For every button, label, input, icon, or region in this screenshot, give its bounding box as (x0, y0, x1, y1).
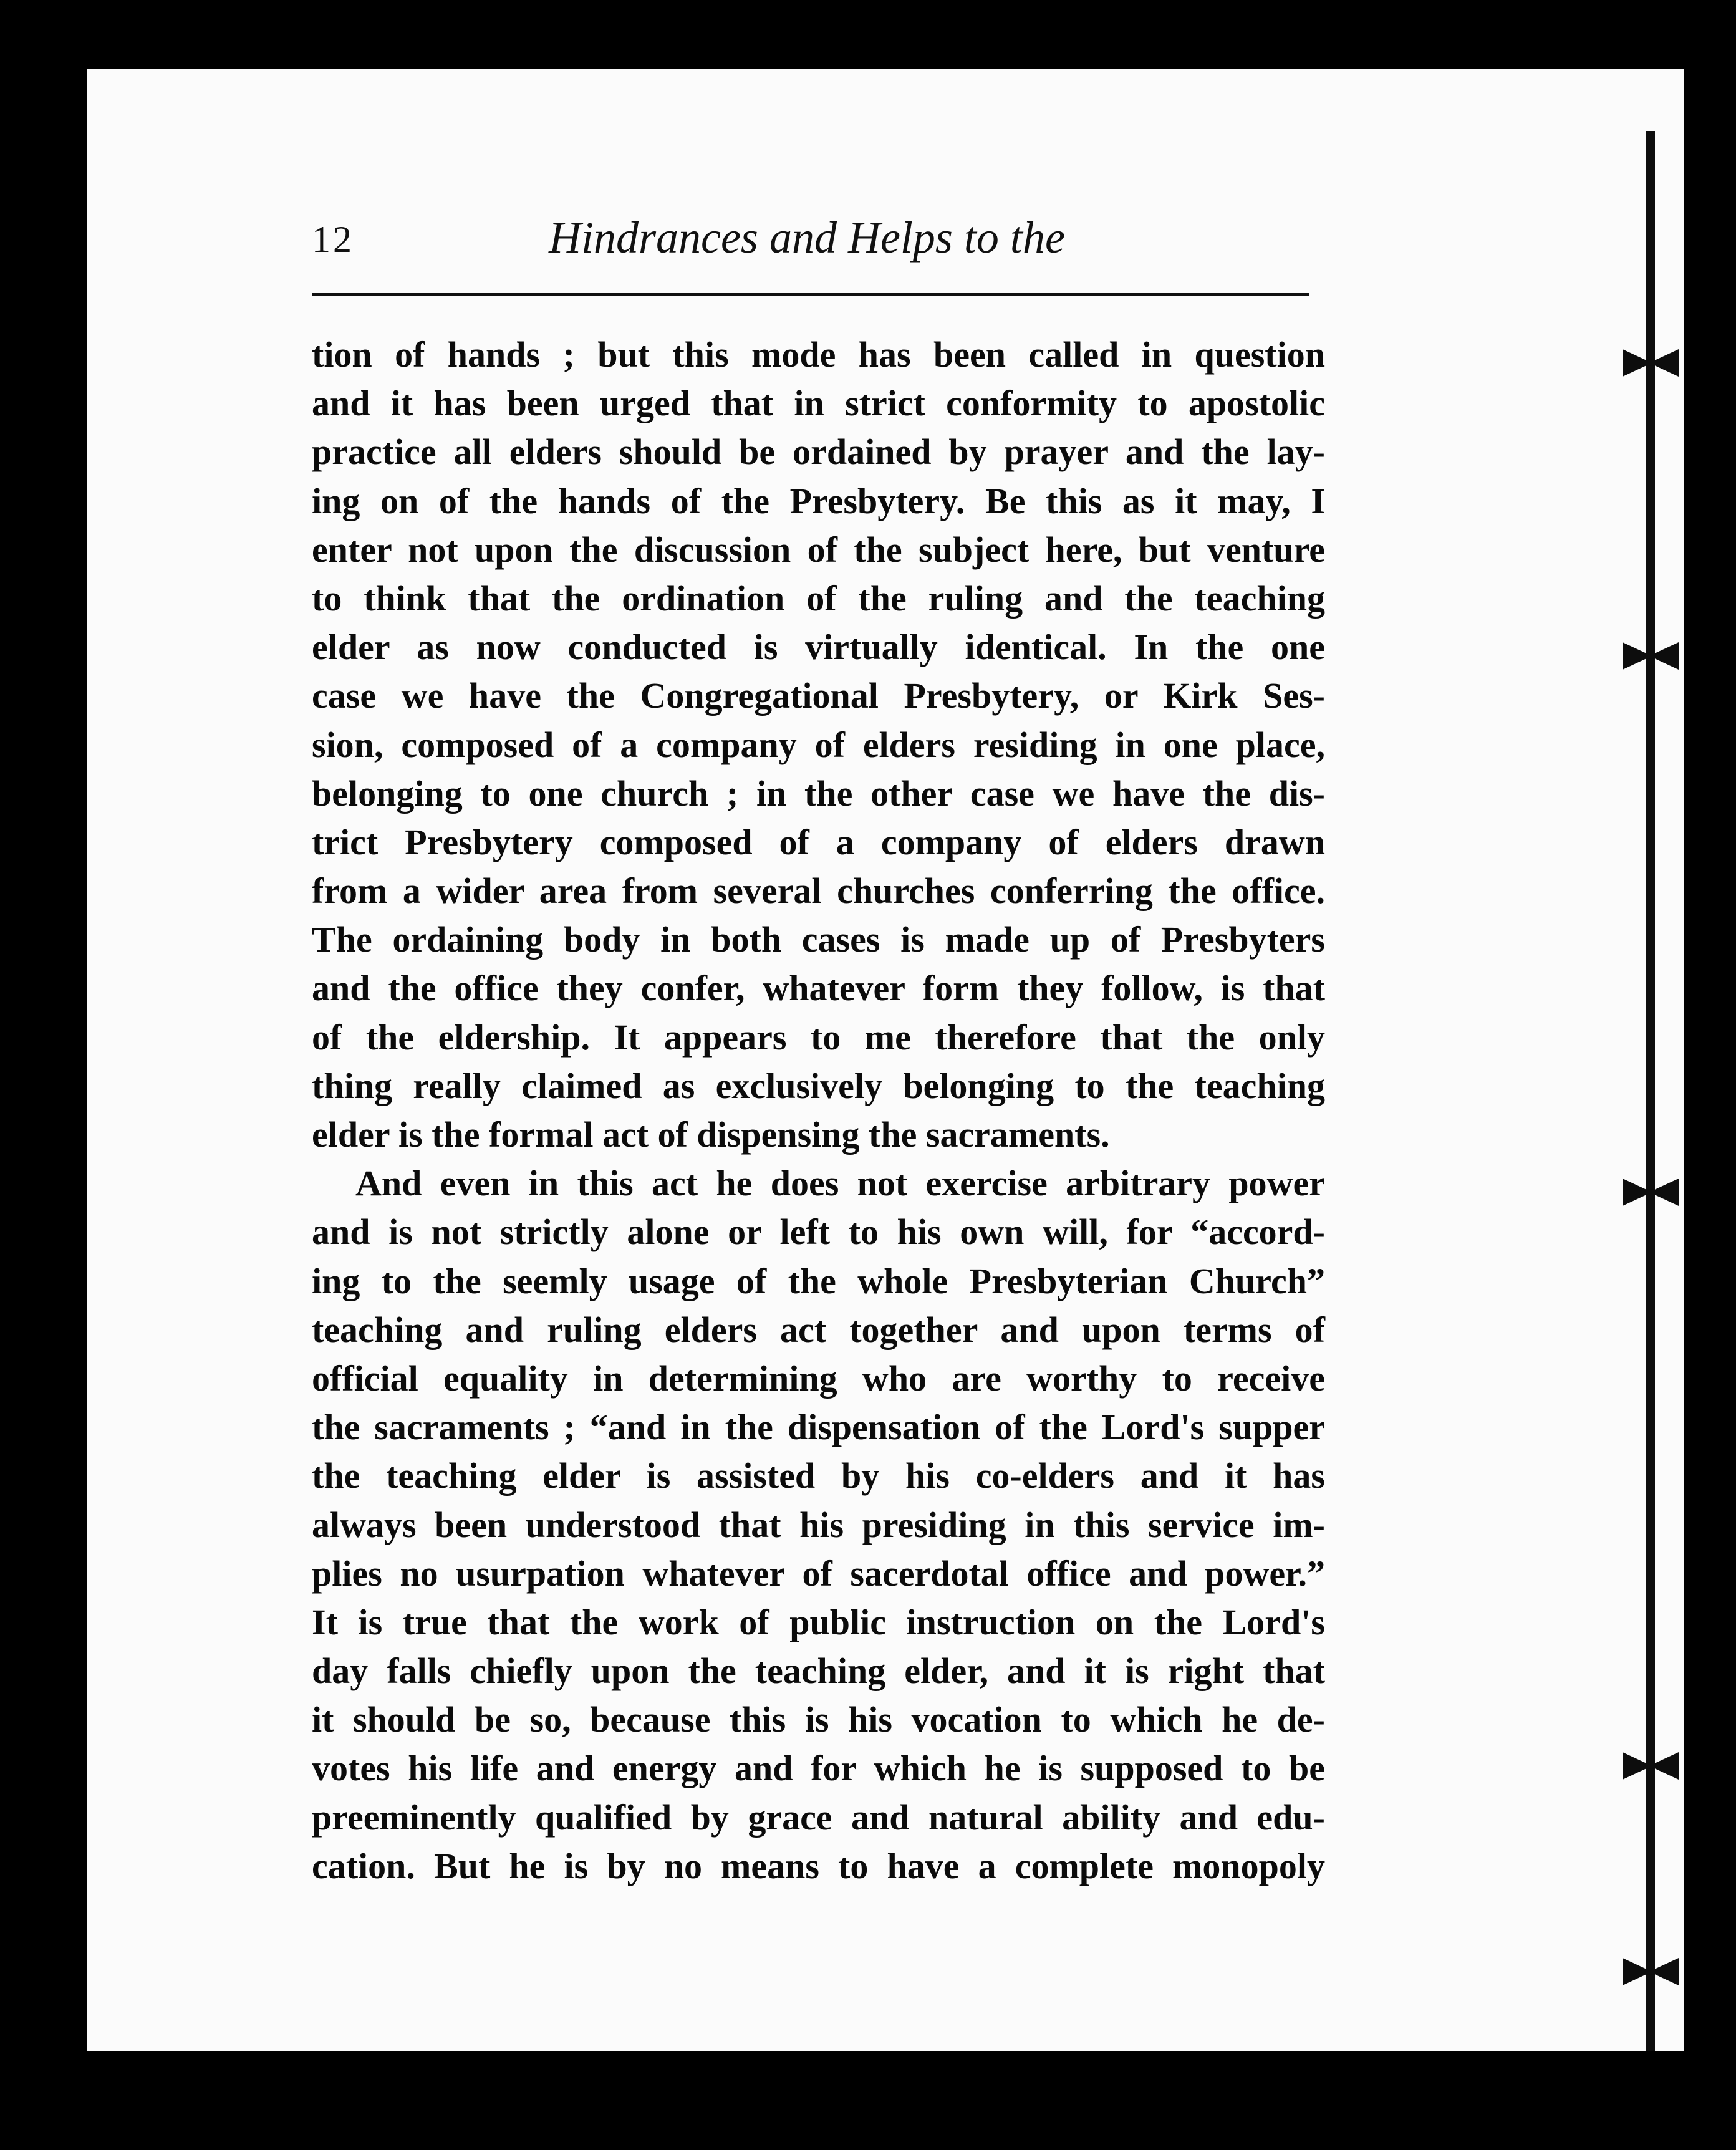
text-line: of the eldership. It appears to me therefore that the only (312, 1016, 1325, 1058)
text-line: from a wider area from several churches conferring the office. (312, 870, 1325, 912)
text-line: plies no usurpation whatever of sacerdotal office and power.” (312, 1553, 1325, 1594)
paragraph (312, 330, 1325, 1159)
text-line: The ordaining body in both cases is made up of Presbyters (312, 919, 1325, 960)
running-head (312, 212, 1322, 274)
body-text (312, 330, 1325, 1891)
text-line: thing really claimed as exclusively belonging to the teaching (312, 1065, 1325, 1106)
text-line: trict Presbytery composed of a company of elders drawn (312, 821, 1325, 862)
binding-tie-icon (1623, 1179, 1679, 1206)
binding-tie-icon (1623, 1958, 1679, 1985)
text-line: official equality in determining who are worthy to receive (312, 1357, 1325, 1399)
text-line: teaching and ruling elders act together and upon terms of (312, 1309, 1325, 1350)
text-line: And even in this act he does not exercise arbitrary power (355, 1163, 1325, 1204)
text-line: sion, composed of a company of elders residing in one place, (312, 724, 1325, 765)
binding-tie-icon (1623, 1752, 1679, 1780)
text-line: tion of hands ; but this mode has been called in question (312, 334, 1325, 375)
binding-spine (1646, 131, 1655, 2051)
text-line: and is not strictly alone or left to his own will, for “accord- (312, 1212, 1325, 1253)
text-line: votes his life and energy and for which he is supposed to be (312, 1748, 1325, 1789)
text-line: enter not upon the discussion of the subject here, but venture (312, 529, 1325, 570)
text-line: always been understood that his presiding in this service im- (312, 1504, 1325, 1545)
text-line: elder is the formal act of dispensing the sacraments. (312, 1114, 1110, 1155)
text-line: and it has been urged that in strict conformity to apostolic (312, 383, 1325, 424)
text-line: day falls chiefly upon the teaching elder, and it is right that (312, 1651, 1325, 1692)
text-line: ing to the seemly usage of the whole Presbyterian Church” (312, 1260, 1325, 1301)
binding-tie-icon (1623, 642, 1679, 670)
header-rule (312, 293, 1309, 296)
text-line: It is true that the work of public instruction on the Lord's (312, 1601, 1325, 1642)
text-line: preeminently qualified by grace and natural ability and edu- (312, 1796, 1325, 1838)
text-line: the teaching elder is assisted by his co-elders and it has (312, 1455, 1325, 1497)
paragraph (312, 1159, 1325, 1891)
binding-tie-icon (1623, 349, 1679, 377)
running-title: Hindrances and Helps to the (549, 213, 1065, 263)
text-line: elder as now conducted is virtually identical. In the one (312, 627, 1325, 668)
text-line: to think that the ordination of the ruling and the teaching (312, 577, 1325, 619)
text-line: cation. But he is by no means to have a complete monopoly (312, 1845, 1325, 1886)
text-line: practice all elders should be ordained by prayer and the lay- (312, 431, 1325, 473)
text-line: it should be so, because this is his vocation to which he de- (312, 1699, 1325, 1740)
text-line: the sacraments ; “and in the dispensation of the Lord's supper (312, 1407, 1325, 1448)
text-line: case we have the Congregational Presbytery, or Kirk Ses- (312, 675, 1325, 716)
text-line: and the office they confer, whatever form they follow, is that (312, 968, 1325, 1009)
page-number: 12 (312, 219, 354, 260)
text-line: ing on of the hands of the Presbytery. Be this as it may, I (312, 480, 1325, 521)
text-line: belonging to one church ; in the other case we have the dis- (312, 773, 1325, 814)
